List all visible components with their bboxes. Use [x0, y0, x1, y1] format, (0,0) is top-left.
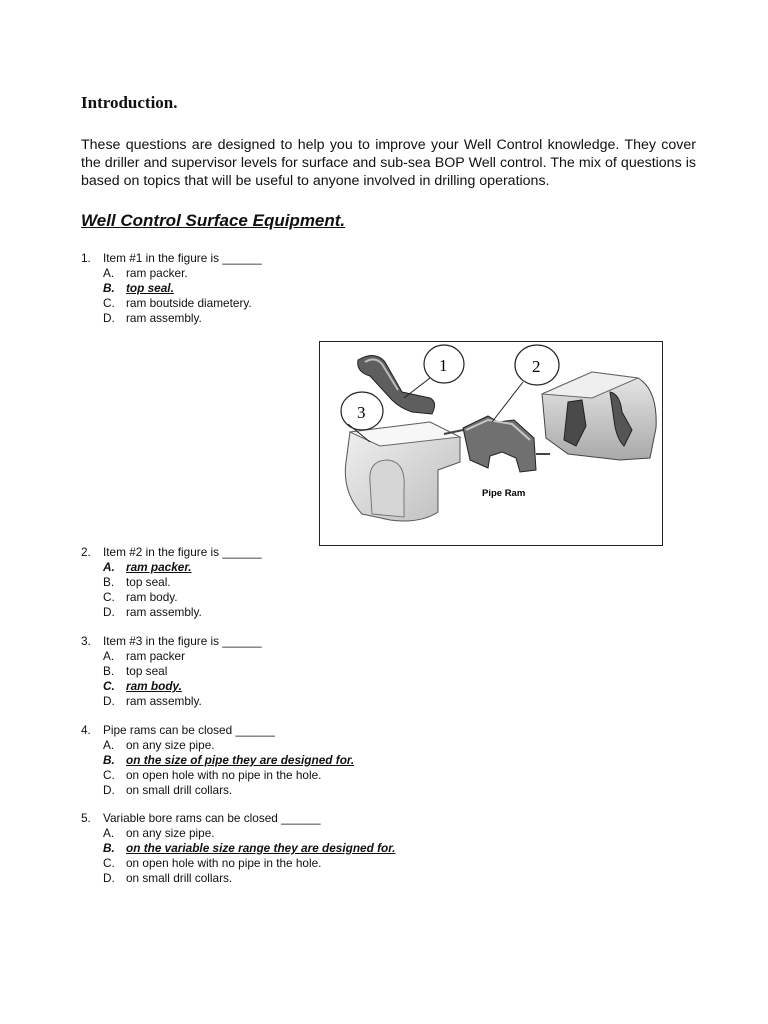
option-text: on open hole with no pipe in the hole.	[126, 856, 322, 870]
option-c	[81, 590, 262, 605]
option-a-correct	[81, 560, 262, 575]
question-number: 3.	[81, 634, 91, 648]
option-letter: C.	[103, 590, 115, 604]
option-d	[81, 694, 262, 709]
callout-1-label: 1	[439, 356, 448, 375]
option-text: ram body.	[126, 679, 182, 693]
question-text: Variable bore rams can be closed ______	[103, 811, 321, 825]
option-text: ram packer	[126, 649, 186, 663]
option-text: on open hole with no pipe in the hole.	[126, 768, 322, 782]
option-text: on any size pipe.	[126, 826, 215, 840]
option-letter: D.	[103, 694, 115, 708]
question-text: Item #3 in the figure is ______	[103, 634, 262, 648]
question-text: Item #1 in the figure is ______	[103, 251, 262, 265]
section-title: Well Control Surface Equipment.	[81, 211, 346, 230]
option-letter: A.	[103, 738, 115, 752]
question-number: 1.	[81, 251, 91, 265]
question-2	[81, 545, 262, 620]
question-5	[81, 811, 395, 886]
option-c	[81, 296, 262, 311]
option-letter: C.	[103, 856, 115, 870]
option-a	[81, 738, 354, 753]
option-b-correct	[81, 841, 395, 856]
option-letter: C.	[103, 679, 115, 693]
option-b	[81, 575, 262, 590]
option-text: top seal	[126, 664, 168, 678]
option-text: on the variable size range they are designed for.	[126, 841, 396, 855]
option-letter: B.	[103, 281, 115, 295]
option-letter: C.	[103, 296, 115, 310]
option-letter: B.	[103, 664, 115, 678]
question-number: 4.	[81, 723, 91, 737]
option-text: on any size pipe.	[126, 738, 215, 752]
option-letter: C.	[103, 768, 115, 782]
pipe-ram-figure	[319, 341, 663, 546]
option-b	[81, 664, 262, 679]
option-letter: B.	[103, 575, 115, 589]
option-d	[81, 871, 395, 886]
option-a	[81, 266, 262, 281]
option-letter: A.	[103, 649, 115, 663]
question-text: Item #2 in the figure is ______	[103, 545, 262, 559]
option-text: top seal.	[126, 281, 174, 295]
option-a	[81, 826, 395, 841]
intro-paragraph: These questions are designed to help you to improve your Well Control knowledge. They cover the driller and supervisor levels for surface and sub-sea BOP Well control. The mix of questions is based on topics that will be useful to anyone involved in drilling operations.	[81, 137, 696, 189]
option-letter: D.	[103, 311, 115, 325]
option-d	[81, 311, 262, 326]
option-letter: A.	[103, 826, 115, 840]
option-c	[81, 768, 354, 783]
option-d	[81, 605, 262, 620]
option-c	[81, 856, 395, 871]
option-text: top seal.	[126, 575, 171, 589]
option-text: ram boutside diametery.	[126, 296, 252, 310]
option-text: on the size of pipe they are designed for.	[126, 753, 355, 767]
question-4	[81, 723, 354, 798]
option-text: on small drill collars.	[126, 783, 233, 797]
option-b-correct	[81, 753, 354, 768]
option-text: ram packer.	[126, 560, 192, 574]
option-text: ram body.	[126, 590, 178, 604]
question-3	[81, 634, 262, 709]
callout-2-label: 2	[532, 357, 541, 376]
option-text: ram assembly.	[126, 311, 202, 325]
ram-packer-part	[463, 416, 536, 472]
option-letter: D.	[103, 783, 115, 797]
figure-caption: Pipe Ram	[482, 488, 526, 499]
option-letter: B.	[103, 753, 115, 767]
option-text: ram assembly.	[126, 694, 202, 708]
option-letter: D.	[103, 605, 115, 619]
option-letter: A.	[103, 266, 115, 280]
option-b-correct	[81, 281, 262, 296]
question-1	[81, 251, 262, 326]
option-text: ram assembly.	[126, 605, 202, 619]
option-text: ram packer.	[126, 266, 188, 280]
option-d	[81, 783, 354, 798]
page-heading: Introduction.	[81, 93, 178, 112]
option-letter: B.	[103, 841, 115, 855]
callout-3-label: 3	[357, 403, 366, 422]
option-text: on small drill collars.	[126, 871, 233, 885]
question-text: Pipe rams can be closed ______	[103, 723, 275, 737]
option-a	[81, 649, 262, 664]
leader-2	[492, 382, 523, 422]
option-letter: D.	[103, 871, 115, 885]
question-number: 2.	[81, 545, 91, 559]
option-c-correct	[81, 679, 262, 694]
option-letter: A.	[103, 560, 115, 574]
question-number: 5.	[81, 811, 91, 825]
pipe-ram-illustration	[320, 342, 662, 545]
